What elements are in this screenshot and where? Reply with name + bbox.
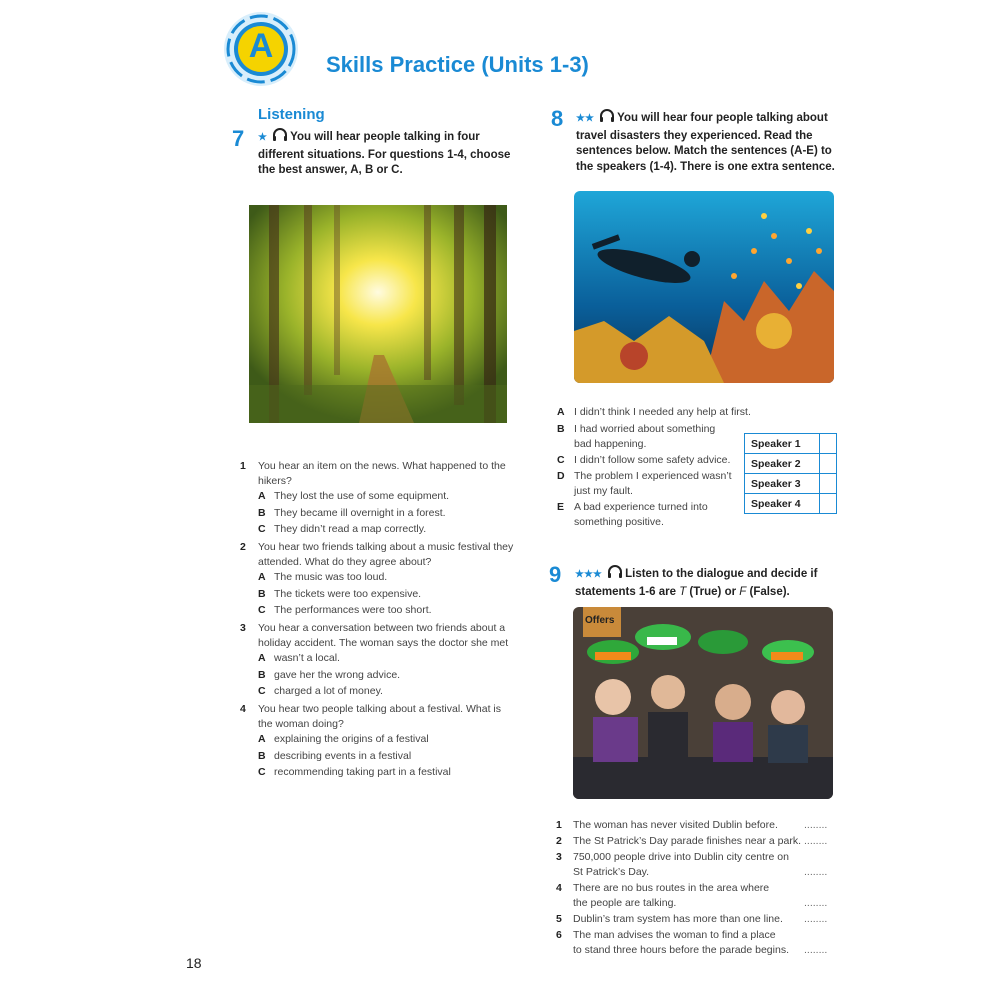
difficulty-stars: ★★ xyxy=(576,113,594,124)
difficulty-stars: ★ xyxy=(258,132,267,143)
question-number: 2 xyxy=(240,541,246,553)
instruction-line: different situations. For questions 1-4, choose xyxy=(258,148,511,161)
headphones-icon xyxy=(599,109,615,129)
statement-item: 2 The St Patrick’s Day parade finishes near a park. ........ xyxy=(556,835,828,847)
answer-cell[interactable] xyxy=(820,434,837,454)
speaker-table xyxy=(744,433,837,514)
answer-option[interactable]: C They didn’t read a map correctly. xyxy=(258,523,427,535)
sentence-item: B I had worried about something bad happening. xyxy=(557,423,716,450)
instruction-line: You will hear four people talking about xyxy=(617,112,828,124)
instruction-line: travel disasters they experienced. Read the xyxy=(576,129,813,142)
exercise-8-number: 8 xyxy=(551,106,564,131)
statement-item: 5 Dublin’s tram system has more than one line. ........ xyxy=(556,913,828,925)
exercise-8-sentences xyxy=(557,405,751,531)
parade-photo xyxy=(573,607,833,799)
page-number: 18 xyxy=(186,955,202,971)
question-stem: You hear two people talking about a festival. What is xyxy=(258,703,502,715)
difficulty-stars: ★★★ xyxy=(575,569,602,580)
answer-cell[interactable] xyxy=(820,454,837,474)
answer-option[interactable]: A The music was too loud. xyxy=(258,571,388,583)
answer-option[interactable]: B describing events in a festival xyxy=(258,749,412,762)
question-item xyxy=(240,540,520,621)
answer-blank[interactable]: ........ xyxy=(804,866,828,878)
question-stem: You hear two friends talking about a music festival they xyxy=(258,541,514,553)
exercise-8-instruction xyxy=(576,109,846,175)
answer-option[interactable]: C recommending taking part in a festival xyxy=(258,766,451,778)
answer-blank[interactable]: ........ xyxy=(804,913,828,925)
question-item xyxy=(240,702,520,783)
speaker-label: Speaker 4 xyxy=(745,494,820,514)
answer-option[interactable]: C charged a lot of money. xyxy=(258,685,383,697)
answer-option[interactable]: B The tickets were too expensive. xyxy=(258,587,422,600)
answer-cell[interactable] xyxy=(820,474,837,494)
speaker-label: Speaker 1 xyxy=(745,434,820,454)
sentence-item: E A bad experience turned into something positive. xyxy=(557,501,708,528)
answer-option[interactable]: A They lost the use of some equipment. xyxy=(258,490,450,502)
instruction-line: statements 1-6 are T (True) or F (False). xyxy=(575,585,790,598)
answer-blank[interactable]: ........ xyxy=(804,819,828,831)
exercise-7-number: 7 xyxy=(232,126,245,151)
question-number: 3 xyxy=(240,622,246,634)
question-stem: You hear an item on the news. What happened to the xyxy=(258,460,506,472)
answer-option[interactable]: B They became ill overnight in a forest. xyxy=(258,506,446,519)
exercise-9-statements xyxy=(556,818,836,959)
forest-photo xyxy=(249,205,507,423)
sentence-item: C I didn’t follow some safety advice. xyxy=(557,454,731,466)
exercise-7-instruction xyxy=(258,128,528,179)
unit-badge-icon xyxy=(222,10,300,88)
answer-blank[interactable]: ........ xyxy=(804,944,828,956)
sentence-item: D The problem I experienced wasn’t just my fault. xyxy=(557,470,732,497)
question-stem: the woman doing? xyxy=(258,718,344,730)
instruction-line: You will hear people talking in four xyxy=(290,131,480,143)
answer-blank[interactable]: ........ xyxy=(804,835,828,847)
answer-option[interactable]: B gave her the wrong advice. xyxy=(258,668,401,681)
question-item xyxy=(240,459,520,540)
speaker-label: Speaker 3 xyxy=(745,474,820,494)
section-heading: Listening xyxy=(258,106,325,123)
headphones-icon xyxy=(607,565,623,585)
answer-option[interactable]: A wasn’t a local. xyxy=(258,652,340,664)
instruction-line: Listen to the dialogue and decide if xyxy=(625,568,818,580)
statement-item: 6 The man advises the woman to find a place to stand three hours before the parade begins. ........ xyxy=(556,929,828,956)
diver-photo xyxy=(574,191,834,383)
question-stem: holiday accident. The woman says the doctor she met xyxy=(258,637,509,649)
exercise-9-number: 9 xyxy=(549,562,562,587)
badge-letter: A xyxy=(248,27,274,65)
statement-item: 4 There are no bus routes in the area where the people are talking. ........ xyxy=(556,882,828,909)
speaker-label: Speaker 2 xyxy=(745,454,820,474)
question-stem: You hear a conversation between two friends about a xyxy=(258,622,506,634)
answer-option[interactable]: A explaining the origins of a festival xyxy=(258,733,429,745)
question-item xyxy=(240,621,520,702)
statement-item: 1 The woman has never visited Dublin before. ........ xyxy=(556,819,828,831)
exercise-9-instruction xyxy=(575,565,845,600)
question-stem: attended. What do they agree about? xyxy=(258,556,432,568)
headphones-icon xyxy=(272,128,288,148)
instruction-line: sentences below. Match the sentences (A-E) to xyxy=(576,145,832,157)
exercise-7-questions xyxy=(240,459,520,783)
answer-option[interactable]: C The performances were too short. xyxy=(258,604,432,616)
page-title: Skills Practice (Units 1-3) xyxy=(326,52,589,77)
photo-sign-text: Offers xyxy=(585,615,615,626)
instruction-line: the speakers (1-4). There is one extra sentence. xyxy=(576,160,835,173)
question-stem: hikers? xyxy=(258,475,292,487)
answer-cell[interactable] xyxy=(820,494,837,514)
instruction-line: the best answer, A, B or C. xyxy=(258,164,403,176)
question-number: 4 xyxy=(240,703,246,715)
answer-blank[interactable]: ........ xyxy=(804,897,828,909)
statement-item: 3 750,000 people drive into Dublin city centre on St Patrick’s Day. ........ xyxy=(556,851,828,878)
sentence-item: A I didn’t think I needed any help at first. xyxy=(557,406,751,418)
question-number: 1 xyxy=(240,460,246,472)
